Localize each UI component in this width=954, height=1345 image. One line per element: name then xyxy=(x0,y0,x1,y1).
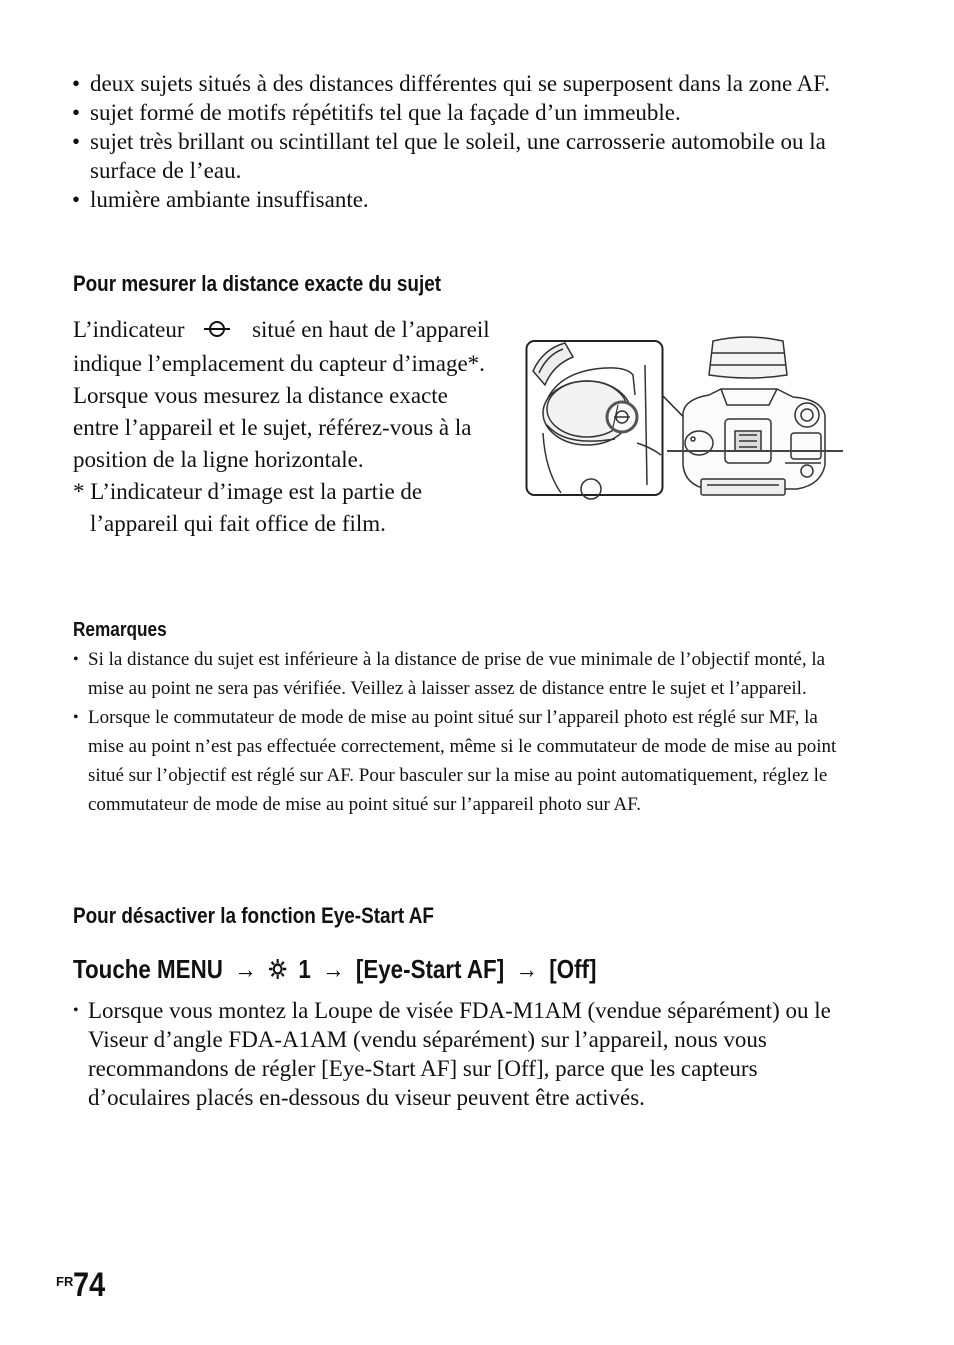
list-item: • sujet très brillant ou scintillant tel que le soleil, une carrosserie automobile ou la surface de l’eau. xyxy=(72,127,842,185)
menu-tab-number: 1 xyxy=(298,954,311,984)
language-code: FR xyxy=(56,1274,74,1289)
arrow-icon: → xyxy=(234,954,257,984)
image-sensor-plane-icon xyxy=(202,316,232,348)
list-item: • deux sujets situés à des distances différentes qui se superposent dans la zone AF. xyxy=(72,69,842,98)
list-item: • Si la distance du sujet est inférieure à la distance de prise de vue minimale de l’objectif monté, la mise au point ne sera pas vérifiée. Veillez à laisser assez de distance entre le sujet et l’appareil. xyxy=(73,645,853,703)
list-item: • sujet formé de motifs répétitifs tel que la façade d’un immeuble. xyxy=(72,98,842,127)
section-heading-eye-start: Pour désactiver la fonction Eye-Start AF xyxy=(73,903,434,928)
eye-start-notes xyxy=(73,996,843,1112)
top-bullet-list xyxy=(72,69,842,214)
menu-value: [Off] xyxy=(549,954,597,984)
menu-path-start: Touche MENU xyxy=(73,954,223,984)
gear-icon xyxy=(268,956,287,987)
list-item: • Lorsque le commutateur de mode de mise au point situé sur l’appareil photo est réglé sur MF, la mise au point n’est pas effectuée correctement, même si le commutateur de mode de mise au point situé sur l’objectif est réglé sur AF. Pour basculer sur la mise au point automatiquement, réglez le commutateur de mode de mise au point situé sur l’appareil photo sur AF. xyxy=(73,703,853,819)
page-number xyxy=(56,1266,111,1305)
remarks-heading: Remarques xyxy=(73,619,167,641)
section-heading-distance: Pour mesurer la distance exacte du sujet xyxy=(73,271,442,296)
paragraph-text-rest: situé en haut de l’appareil indique l’emplacement du capteur d’image*. Lorsque vous mesurez la distance exacte entre l’appareil et le sujet, référez-vous à la position de la ligne horizontale. xyxy=(73,317,490,472)
page-number-value: 74 xyxy=(73,1266,106,1304)
arrow-icon: → xyxy=(322,954,345,984)
paragraph-text-start: L’indicateur xyxy=(73,317,185,342)
footnote: * L’indicateur d’image est la partie de l’appareil qui fait office de film. xyxy=(73,478,423,536)
camera-illustration xyxy=(525,335,845,500)
list-item: • lumière ambiante insuffisante. xyxy=(72,185,842,214)
menu-path xyxy=(73,954,596,987)
remarks-list xyxy=(73,645,853,819)
sensor-paragraph xyxy=(73,314,498,540)
list-item: • Lorsque vous montez la Loupe de visée FDA-M1AM (vendue séparément) ou le Viseur d’angle FDA-A1AM (vendu séparément) sur l’appareil, nous vous recommandons de régler [Eye-Start AF] sur [Off], parce que les capteurs d’oculaires placés en-dessous du viseur peuvent être activés. xyxy=(73,996,843,1112)
arrow-icon: → xyxy=(515,954,538,984)
menu-item: [Eye-Start AF] xyxy=(355,954,505,984)
